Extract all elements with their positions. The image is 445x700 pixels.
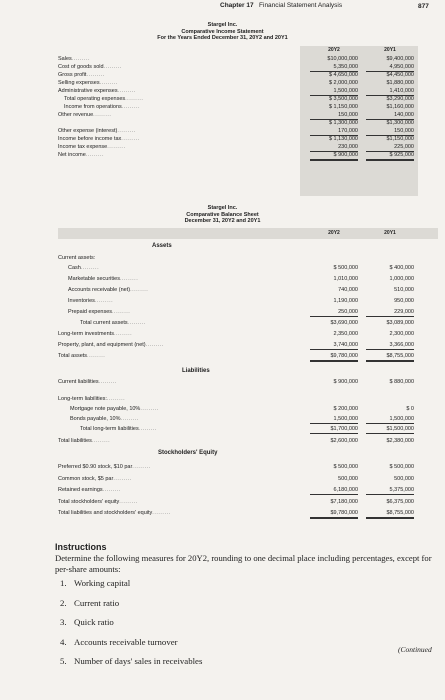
value-col1: $3,690,000 bbox=[330, 320, 358, 326]
table-row bbox=[58, 87, 438, 95]
table-row bbox=[58, 103, 438, 111]
value-col2: $8,755,000 bbox=[366, 509, 414, 519]
balance-sheet-title bbox=[0, 205, 445, 225]
instruction-item bbox=[60, 578, 130, 588]
row-label: Mortgage note payable, 10%......... bbox=[70, 406, 159, 412]
instruction-item bbox=[60, 637, 178, 647]
value-col1: 1,010,000 bbox=[333, 276, 358, 282]
dot-leader: ......... bbox=[132, 464, 151, 470]
value-col2: $9,400,000 bbox=[386, 56, 414, 62]
balance-company: Stargel Inc. bbox=[207, 205, 238, 211]
table-row bbox=[58, 395, 438, 403]
value-col1: 250,000 bbox=[310, 308, 358, 317]
value-col2: 2,300,000 bbox=[389, 331, 414, 337]
instruction-item bbox=[60, 617, 114, 627]
value-col1: 1,500,000 bbox=[310, 415, 358, 424]
dot-leader: ......... bbox=[99, 80, 118, 86]
table-row bbox=[58, 79, 438, 87]
instruction-text: Working capital bbox=[74, 578, 131, 588]
table-row bbox=[58, 286, 438, 294]
dot-leader: ......... bbox=[130, 287, 149, 293]
row-label: Income from operations......... bbox=[64, 104, 141, 110]
table-row bbox=[58, 308, 438, 316]
income-company: Stargel Inc. bbox=[207, 22, 238, 28]
value-col1: 150,000 bbox=[310, 111, 358, 120]
table-row bbox=[58, 437, 438, 445]
row-label: Income tax expense......... bbox=[58, 144, 126, 150]
value-col1: $ 1,300,000 bbox=[328, 120, 358, 126]
chapter-label: Chapter 17 bbox=[220, 2, 254, 9]
value-col2: 950,000 bbox=[394, 298, 414, 304]
dot-leader: ......... bbox=[93, 112, 112, 118]
row-label: Inventories......... bbox=[68, 298, 114, 304]
dot-leader: ......... bbox=[98, 379, 117, 385]
table-row bbox=[58, 475, 438, 483]
dot-leader: ......... bbox=[117, 128, 136, 134]
row-label: Accounts receivable (net)......... bbox=[68, 287, 149, 293]
dot-leader: ......... bbox=[119, 498, 138, 505]
row-label: Total liabilities......... bbox=[58, 438, 111, 444]
value-col1: 3,740,000 bbox=[310, 341, 358, 350]
value-col1: 5,350,000 bbox=[310, 63, 358, 72]
table-row bbox=[58, 415, 438, 423]
value-col2: $4,450,000 bbox=[386, 72, 414, 78]
dot-leader: ......... bbox=[113, 475, 132, 482]
value-col1: $9,780,000 bbox=[310, 509, 358, 519]
dot-leader: ......... bbox=[86, 72, 105, 78]
row-label: Total liabilities and stockholders' equity......... bbox=[58, 510, 171, 516]
table-row bbox=[58, 425, 438, 433]
chapter-title: Financial Statement Analysis bbox=[259, 2, 343, 9]
row-label: Sales......... bbox=[58, 56, 91, 62]
row-label: Total long-term liabilities......... bbox=[80, 426, 157, 432]
value-col2: $ 880,000 bbox=[389, 379, 414, 385]
table-row bbox=[58, 498, 438, 506]
value-col2: 1,500,000 bbox=[366, 415, 414, 424]
income-statement-name: Comparative Income Statement bbox=[181, 28, 264, 35]
value-col1: $ 3,500,000 bbox=[328, 96, 358, 102]
table-row bbox=[58, 143, 438, 151]
value-col2: 229,000 bbox=[366, 308, 414, 317]
table-row bbox=[58, 378, 438, 386]
value-col2: 1,000,000 bbox=[389, 276, 414, 282]
value-col1: 1,500,000 bbox=[310, 87, 358, 96]
dot-leader: ......... bbox=[80, 265, 100, 271]
value-col1: 6,180,000 bbox=[310, 486, 358, 495]
value-col2: $1,160,000 bbox=[386, 104, 414, 110]
row-label: Preferred $0.90 stock, $10 par......... bbox=[58, 464, 151, 470]
row-label: Total stockholders' equity......... bbox=[58, 498, 138, 505]
row-label: Property, plant, and equipment (net)......... bbox=[58, 342, 164, 348]
value-col2: $6,375,000 bbox=[386, 498, 414, 505]
row-label: Administrative expenses......... bbox=[58, 88, 136, 94]
value-col1: 500,000 bbox=[338, 475, 358, 482]
instruction-text: Quick ratio bbox=[74, 617, 114, 627]
table-row bbox=[58, 405, 438, 413]
value-col2: 5,375,000 bbox=[366, 486, 414, 495]
row-label: Total assets......... bbox=[58, 353, 106, 359]
value-col2: $1,500,000 bbox=[366, 425, 414, 434]
value-col2: $3,089,000 bbox=[386, 320, 414, 326]
balance-period: December 31, 20Y2 and 20Y1 bbox=[184, 218, 261, 224]
row-label: Long-term investments......... bbox=[58, 331, 133, 337]
value-col1: $ 1,150,000 bbox=[328, 104, 358, 110]
table-row bbox=[58, 297, 438, 305]
page-header bbox=[220, 2, 342, 9]
value-col2: 500,000 bbox=[394, 475, 414, 482]
income-period: For the Years Ended December 31, 20Y2 and 20Y1 bbox=[157, 35, 288, 41]
value-col1: $ 200,000 bbox=[333, 406, 358, 412]
value-col2: $1,150,000 bbox=[386, 136, 414, 142]
table-row bbox=[58, 95, 438, 103]
value-col2: $ 400,000 bbox=[389, 265, 414, 271]
instruction-text: Accounts receivable turnover bbox=[74, 636, 178, 647]
dot-leader: ......... bbox=[103, 64, 122, 70]
table-row bbox=[58, 119, 438, 127]
dot-leader: ......... bbox=[127, 320, 146, 326]
row-label: Marketable securities......... bbox=[68, 276, 139, 282]
row-label: Retained earnings......... bbox=[58, 487, 121, 493]
instruction-number: 4. bbox=[60, 636, 67, 647]
dot-leader: ......... bbox=[71, 56, 91, 62]
row-label: Cost of goods sold......... bbox=[58, 64, 122, 70]
value-col2: 140,000 bbox=[366, 111, 414, 120]
table-row bbox=[58, 63, 438, 71]
row-label: Total current assets......... bbox=[80, 320, 146, 326]
value-col2: $1,300,000 bbox=[386, 120, 414, 126]
dot-leader: ......... bbox=[121, 104, 141, 110]
table-row bbox=[58, 341, 438, 349]
dot-leader: ......... bbox=[113, 331, 133, 337]
instruction-number: 1. bbox=[60, 578, 67, 588]
value-col1: $ 900,000 bbox=[333, 379, 358, 385]
row-label: Income before income tax......... bbox=[58, 136, 140, 142]
value-col1: $ 4,650,000 bbox=[328, 72, 358, 78]
table-row bbox=[58, 352, 438, 360]
value-col1: $ 500,000 bbox=[333, 464, 358, 470]
table-row bbox=[58, 71, 438, 79]
dot-leader: ......... bbox=[120, 416, 139, 422]
row-label: Prepaid expenses......... bbox=[68, 309, 131, 315]
value-col2: 3,366,000 bbox=[366, 341, 414, 350]
income-statement-title bbox=[0, 22, 445, 42]
income-col2-head: 20Y1 bbox=[384, 47, 396, 53]
dot-leader: ......... bbox=[102, 487, 121, 493]
instruction-number: 3. bbox=[60, 617, 67, 627]
value-col1: $1,700,000 bbox=[310, 425, 358, 434]
value-col1: 1,190,000 bbox=[333, 298, 358, 304]
income-col1-head: 20Y2 bbox=[328, 47, 340, 53]
value-col1: 2,350,000 bbox=[333, 331, 358, 337]
dot-leader: ......... bbox=[85, 152, 105, 158]
value-col1: $9,780,000 bbox=[310, 352, 358, 362]
row-label: Other expense (interest)......... bbox=[58, 128, 136, 134]
dot-leader: ......... bbox=[152, 510, 171, 516]
current-assets-label: Current assets: bbox=[58, 255, 96, 261]
value-col1: $10,000,000 bbox=[327, 56, 358, 62]
value-col2: $ 925,000 bbox=[366, 151, 414, 161]
value-col1: $ 2,000,000 bbox=[328, 80, 358, 86]
instruction-text: Current ratio bbox=[74, 597, 120, 608]
dot-leader: ......... bbox=[145, 342, 164, 348]
row-label: Cash......... bbox=[68, 265, 100, 271]
table-row bbox=[58, 509, 438, 517]
dot-leader: ......... bbox=[94, 298, 114, 304]
value-col2: 1,410,000 bbox=[366, 87, 414, 96]
value-col2: $ 0 bbox=[406, 406, 414, 412]
table-row bbox=[58, 463, 438, 471]
dot-leader: ......... bbox=[112, 309, 131, 315]
table-row bbox=[58, 151, 438, 159]
continued-note: (Continued bbox=[398, 645, 432, 654]
balance-col1-head: 20Y2 bbox=[328, 230, 340, 236]
value-col2: 4,950,000 bbox=[366, 63, 414, 72]
value-col1: $ 500,000 bbox=[333, 265, 358, 271]
assets-heading: Assets bbox=[152, 243, 172, 249]
instructions-text: Determine the following measures for 20Y2, rounding to one decimal place including percentages, except for per-share amounts: bbox=[55, 553, 432, 574]
value-col1: $ 1,130,000 bbox=[328, 136, 358, 142]
table-row bbox=[58, 319, 438, 327]
liabilities-heading: Liabilities bbox=[182, 368, 210, 374]
dot-leader: ......... bbox=[107, 144, 126, 150]
row-label: Gross profit......... bbox=[58, 72, 105, 78]
row-label: Net income......... bbox=[58, 152, 105, 158]
value-col1: $7,180,000 bbox=[330, 498, 358, 505]
dot-leader: ......... bbox=[125, 96, 144, 102]
equity-heading: Stockholders' Equity bbox=[158, 450, 218, 456]
row-label: Total operating expenses......... bbox=[64, 96, 144, 102]
row-label: Bonds payable, 10%......... bbox=[70, 416, 139, 422]
table-row bbox=[58, 275, 438, 283]
value-col1: 740,000 bbox=[338, 287, 358, 293]
value-col1: 230,000 bbox=[310, 143, 358, 152]
value-col2: $8,755,000 bbox=[366, 352, 414, 362]
row-label: Long-term liabilities:......... bbox=[58, 396, 126, 402]
value-col2: $3,290,000 bbox=[386, 96, 414, 102]
value-col2: $ 500,000 bbox=[389, 464, 414, 470]
dot-leader: ......... bbox=[106, 396, 126, 402]
value-col1: $2,600,000 bbox=[330, 438, 358, 444]
table-row bbox=[58, 127, 438, 135]
balance-sheet-name: Comparative Balance Sheet bbox=[186, 211, 259, 218]
table-row bbox=[58, 264, 438, 272]
instruction-number: 2. bbox=[60, 597, 67, 608]
value-col2: 225,000 bbox=[366, 143, 414, 152]
table-row bbox=[58, 330, 438, 338]
value-col2: 150,000 bbox=[366, 127, 414, 136]
dot-leader: ......... bbox=[91, 438, 111, 444]
page-number: 877 bbox=[418, 3, 429, 10]
instructions-heading: Instructions bbox=[55, 542, 107, 552]
value-col2: $1,880,000 bbox=[386, 80, 414, 86]
table-row bbox=[58, 111, 438, 119]
value-col2: $2,380,000 bbox=[386, 438, 414, 444]
dot-leader: ......... bbox=[121, 136, 140, 142]
dot-leader: ......... bbox=[117, 88, 136, 94]
row-label: Other revenue......... bbox=[58, 112, 112, 118]
instruction-item bbox=[60, 598, 119, 608]
value-col1: $ 900,000 bbox=[310, 151, 358, 161]
table-row bbox=[58, 135, 438, 143]
instruction-text: Number of days' sales in receivables bbox=[74, 656, 203, 666]
row-label: Current liabilities......... bbox=[58, 379, 117, 385]
instruction-item bbox=[60, 656, 202, 666]
value-col1: 170,000 bbox=[310, 127, 358, 136]
table-row bbox=[58, 55, 438, 63]
instruction-number: 5. bbox=[60, 656, 67, 666]
dot-leader: ......... bbox=[87, 353, 106, 359]
dot-leader: ......... bbox=[138, 426, 157, 432]
dot-leader: ......... bbox=[119, 276, 139, 282]
table-row bbox=[58, 486, 438, 494]
row-label: Selling expenses......... bbox=[58, 80, 118, 86]
value-col2: 510,000 bbox=[394, 287, 414, 293]
balance-col2-head: 20Y1 bbox=[384, 230, 396, 236]
row-label: Common stock, $5 par......... bbox=[58, 475, 132, 482]
dot-leader: ......... bbox=[140, 406, 159, 412]
